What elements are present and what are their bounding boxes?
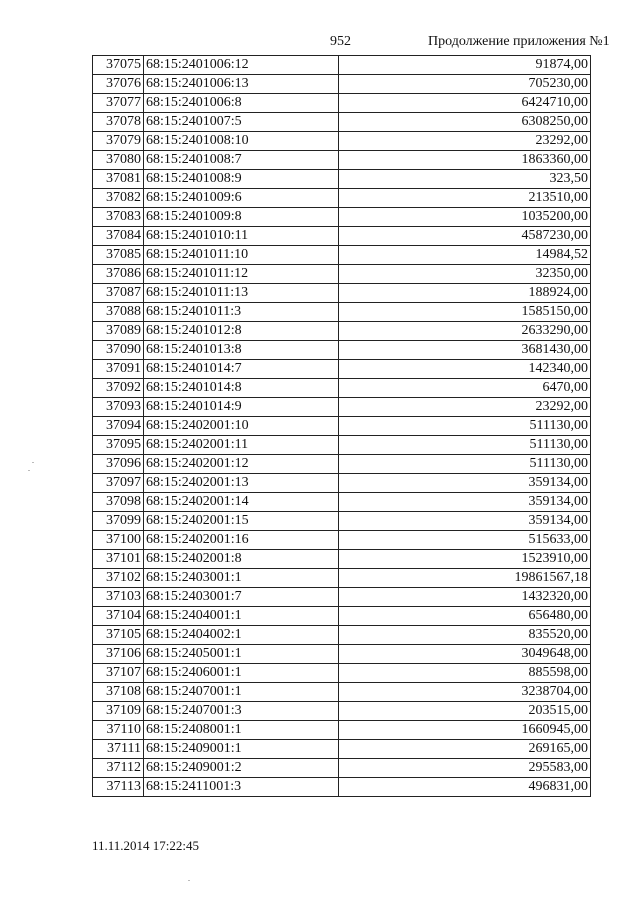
- page-number: 952: [330, 34, 351, 49]
- cadastral-value: 515633,00: [339, 531, 591, 550]
- row-number: 37103: [93, 588, 144, 607]
- row-number: 37091: [93, 360, 144, 379]
- cadastral-number: 68:15:2401011:12: [144, 265, 339, 284]
- table-row: [93, 132, 591, 151]
- row-number: 37104: [93, 607, 144, 626]
- table-row: [93, 645, 591, 664]
- row-number: 37099: [93, 512, 144, 531]
- cadastral-number: 68:15:2411001:3: [144, 778, 339, 797]
- row-number: 37108: [93, 683, 144, 702]
- table-row: [93, 531, 591, 550]
- row-number: 37100: [93, 531, 144, 550]
- table-row: [93, 569, 591, 588]
- cadastral-number: 68:15:2404001:1: [144, 607, 339, 626]
- cadastral-value: 3238704,00: [339, 683, 591, 702]
- cadastral-number: 68:15:2402001:13: [144, 474, 339, 493]
- cadastral-number: 68:15:2401008:9: [144, 170, 339, 189]
- cadastral-number: 68:15:2407001:1: [144, 683, 339, 702]
- table-row: [93, 721, 591, 740]
- table-row: [93, 664, 591, 683]
- row-number: 37096: [93, 455, 144, 474]
- row-number: 37085: [93, 246, 144, 265]
- table-row: [93, 208, 591, 227]
- cadastral-value: 656480,00: [339, 607, 591, 626]
- table-row: [93, 759, 591, 778]
- table-row: [93, 436, 591, 455]
- cadastral-number: 68:15:2401008:7: [144, 151, 339, 170]
- cadastral-value: 1585150,00: [339, 303, 591, 322]
- cadastral-number: 68:15:2402001:12: [144, 455, 339, 474]
- row-number: 37107: [93, 664, 144, 683]
- table-row: [93, 607, 591, 626]
- cadastral-number: 68:15:2401014:8: [144, 379, 339, 398]
- cadastral-number: 68:15:2402001:8: [144, 550, 339, 569]
- cadastral-value: 359134,00: [339, 493, 591, 512]
- table-body: [93, 56, 591, 797]
- row-number: 37097: [93, 474, 144, 493]
- cadastral-value: 511130,00: [339, 417, 591, 436]
- table-row: [93, 170, 591, 189]
- row-number: 37087: [93, 284, 144, 303]
- cadastral-number: 68:15:2402001:15: [144, 512, 339, 531]
- table-row: [93, 151, 591, 170]
- table-row: [93, 322, 591, 341]
- table-row: [93, 550, 591, 569]
- cadastral-number: 68:15:2401010:11: [144, 227, 339, 246]
- row-number: 37077: [93, 94, 144, 113]
- table-row: [93, 588, 591, 607]
- row-number: 37101: [93, 550, 144, 569]
- row-number: 37083: [93, 208, 144, 227]
- cadastral-value: 4587230,00: [339, 227, 591, 246]
- row-number: 37112: [93, 759, 144, 778]
- cadastral-value: 213510,00: [339, 189, 591, 208]
- cadastral-number: 68:15:2405001:1: [144, 645, 339, 664]
- row-number: 37106: [93, 645, 144, 664]
- cadastral-number: 68:15:2401012:8: [144, 322, 339, 341]
- scan-speck: [28, 470, 30, 471]
- row-number: 37084: [93, 227, 144, 246]
- cadastral-value: 3049648,00: [339, 645, 591, 664]
- cadastral-number: 68:15:2401014:9: [144, 398, 339, 417]
- cadastral-number: 68:15:2402001:10: [144, 417, 339, 436]
- cadastral-number: 68:15:2403001:7: [144, 588, 339, 607]
- row-number: 37093: [93, 398, 144, 417]
- row-number: 37111: [93, 740, 144, 759]
- cadastral-value: 14984,52: [339, 246, 591, 265]
- cadastral-number: 68:15:2406001:1: [144, 664, 339, 683]
- cadastral-value: 835520,00: [339, 626, 591, 645]
- cadastral-number: 68:15:2401006:12: [144, 56, 339, 75]
- scan-speck: [188, 880, 190, 881]
- cadastral-value: 188924,00: [339, 284, 591, 303]
- row-number: 37081: [93, 170, 144, 189]
- row-number: 37094: [93, 417, 144, 436]
- cadastral-value: 323,50: [339, 170, 591, 189]
- table-row: [93, 284, 591, 303]
- row-number: 37080: [93, 151, 144, 170]
- table-row: [93, 189, 591, 208]
- row-number: 37113: [93, 778, 144, 797]
- cadastral-value: 142340,00: [339, 360, 591, 379]
- table-row: [93, 303, 591, 322]
- row-number: 37082: [93, 189, 144, 208]
- cadastral-value: 91874,00: [339, 56, 591, 75]
- cadastral-number: 68:15:2401008:10: [144, 132, 339, 151]
- cadastral-number: 68:15:2402001:16: [144, 531, 339, 550]
- row-number: 37092: [93, 379, 144, 398]
- cadastral-number: 68:15:2401014:7: [144, 360, 339, 379]
- row-number: 37089: [93, 322, 144, 341]
- cadastral-number: 68:15:2404002:1: [144, 626, 339, 645]
- row-number: 37088: [93, 303, 144, 322]
- table-row: [93, 341, 591, 360]
- row-number: 37076: [93, 75, 144, 94]
- row-number: 37102: [93, 569, 144, 588]
- cadastral-value: 295583,00: [339, 759, 591, 778]
- table-row: [93, 683, 591, 702]
- row-number: 37109: [93, 702, 144, 721]
- cadastral-value: 6308250,00: [339, 113, 591, 132]
- table-row: [93, 246, 591, 265]
- table-row: [93, 265, 591, 284]
- cadastral-value: 23292,00: [339, 398, 591, 417]
- row-number: 37086: [93, 265, 144, 284]
- cadastral-value: 705230,00: [339, 75, 591, 94]
- table-row: [93, 227, 591, 246]
- row-number: 37075: [93, 56, 144, 75]
- cadastral-number: 68:15:2409001:2: [144, 759, 339, 778]
- print-timestamp: 11.11.2014 17:22:45: [92, 838, 200, 853]
- cadastral-value: 23292,00: [339, 132, 591, 151]
- cadastral-value: 19861567,18: [339, 569, 591, 588]
- cadastral-value: 496831,00: [339, 778, 591, 797]
- cadastral-number: 68:15:2401006:8: [144, 94, 339, 113]
- cadastral-value: 1863360,00: [339, 151, 591, 170]
- cadastral-number: 68:15:2403001:1: [144, 569, 339, 588]
- row-number: 37110: [93, 721, 144, 740]
- table-row: [93, 702, 591, 721]
- cadastral-value: 269165,00: [339, 740, 591, 759]
- cadastral-value: 1035200,00: [339, 208, 591, 227]
- table-row: [93, 417, 591, 436]
- row-number: 37095: [93, 436, 144, 455]
- table-row: [93, 360, 591, 379]
- cadastral-number: 68:15:2401006:13: [144, 75, 339, 94]
- cadastral-number: 68:15:2401009:8: [144, 208, 339, 227]
- row-number: 37079: [93, 132, 144, 151]
- cadastral-number: 68:15:2401013:8: [144, 341, 339, 360]
- cadastral-number: 68:15:2402001:14: [144, 493, 339, 512]
- table-row: [93, 455, 591, 474]
- page-title: Продолжение приложения №1: [428, 34, 610, 49]
- cadastral-value: 885598,00: [339, 664, 591, 683]
- cadastral-value: 511130,00: [339, 436, 591, 455]
- table-row: [93, 778, 591, 797]
- cadastral-value: 359134,00: [339, 512, 591, 531]
- cadastral-number: 68:15:2407001:3: [144, 702, 339, 721]
- table-row: [93, 493, 591, 512]
- cadastral-value-table: [92, 55, 591, 797]
- table-row: [93, 113, 591, 132]
- cadastral-value: 32350,00: [339, 265, 591, 284]
- cadastral-number: 68:15:2409001:1: [144, 740, 339, 759]
- table-row: [93, 56, 591, 75]
- cadastral-number: 68:15:2401011:10: [144, 246, 339, 265]
- cadastral-number: 68:15:2402001:11: [144, 436, 339, 455]
- cadastral-value: 6470,00: [339, 379, 591, 398]
- cadastral-value: 1660945,00: [339, 721, 591, 740]
- row-number: 37105: [93, 626, 144, 645]
- table-row: [93, 94, 591, 113]
- cadastral-value: 511130,00: [339, 455, 591, 474]
- row-number: 37098: [93, 493, 144, 512]
- row-number: 37078: [93, 113, 144, 132]
- cadastral-number: 68:15:2401011:13: [144, 284, 339, 303]
- scan-speck: [32, 462, 34, 463]
- cadastral-number: 68:15:2401011:3: [144, 303, 339, 322]
- cadastral-value: 3681430,00: [339, 341, 591, 360]
- cadastral-value: 1432320,00: [339, 588, 591, 607]
- cadastral-value: 203515,00: [339, 702, 591, 721]
- cadastral-number: 68:15:2408001:1: [144, 721, 339, 740]
- cadastral-number: 68:15:2401007:5: [144, 113, 339, 132]
- table-row: [93, 740, 591, 759]
- table-row: [93, 474, 591, 493]
- cadastral-value: 2633290,00: [339, 322, 591, 341]
- cadastral-value: 359134,00: [339, 474, 591, 493]
- table-row: [93, 626, 591, 645]
- cadastral-value: 1523910,00: [339, 550, 591, 569]
- row-number: 37090: [93, 341, 144, 360]
- cadastral-value: 6424710,00: [339, 94, 591, 113]
- cadastral-number: 68:15:2401009:6: [144, 189, 339, 208]
- table-row: [93, 512, 591, 531]
- table-row: [93, 398, 591, 417]
- table-row: [93, 379, 591, 398]
- table-row: [93, 75, 591, 94]
